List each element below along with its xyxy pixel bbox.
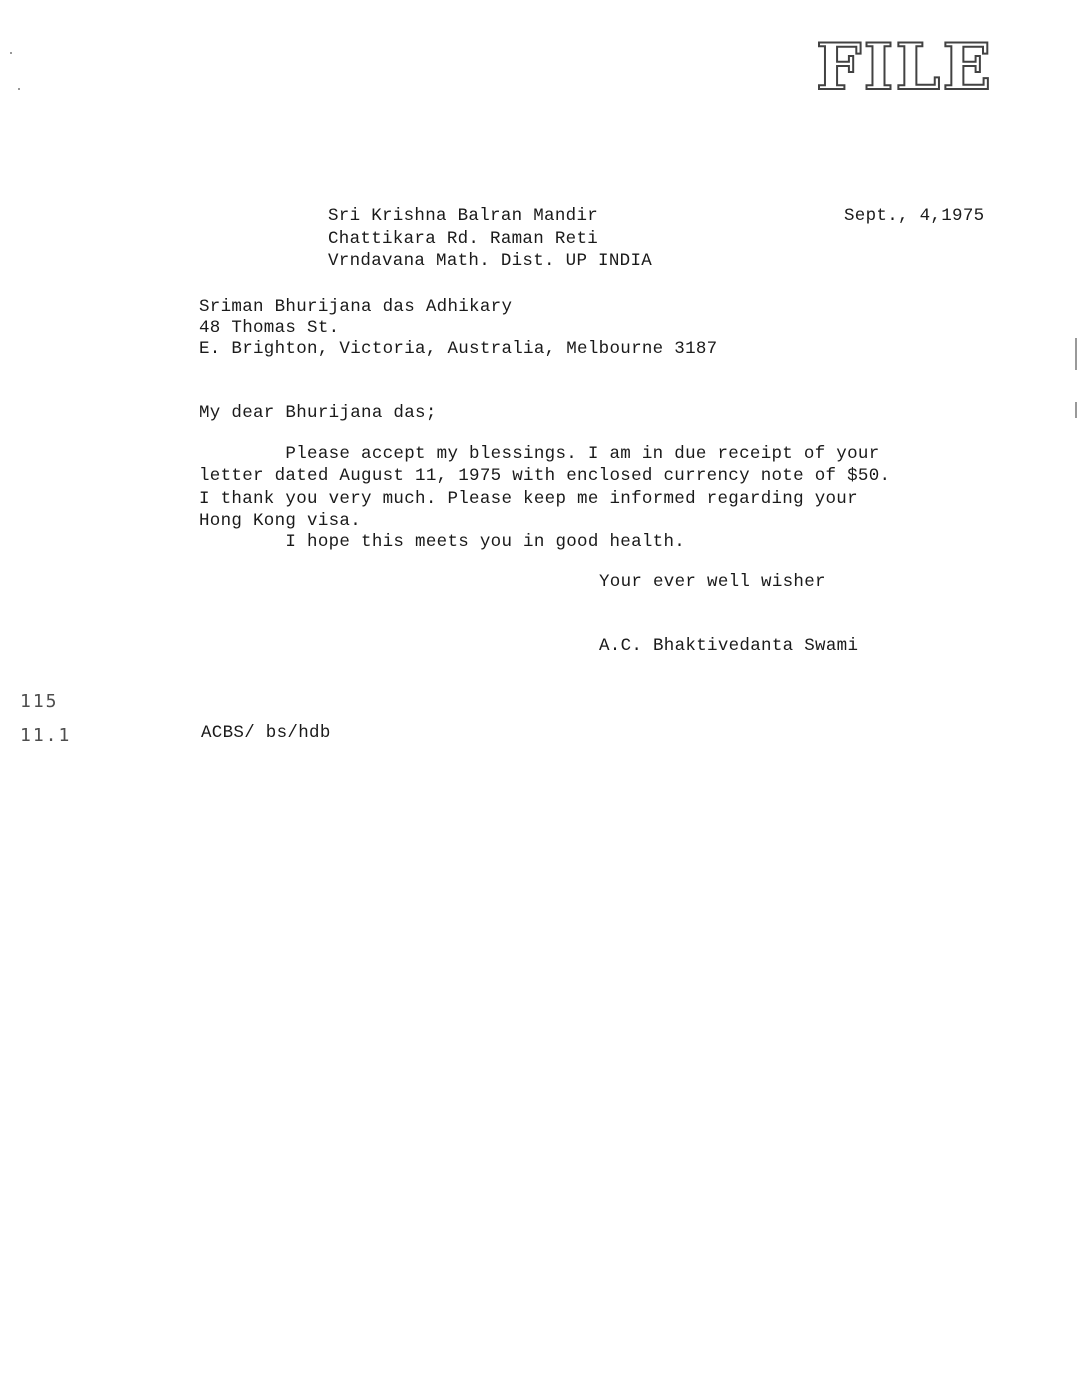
signature: A.C. Bhaktivedanta Swami: [599, 636, 859, 656]
closing: Your ever well wisher: [599, 572, 826, 592]
reference-initials: ACBS/ bs/hdb: [201, 723, 331, 743]
letter-date: Sept., 4,1975: [844, 206, 985, 226]
body-line-3: I thank you very much. Please keep me informed regarding your: [199, 489, 858, 509]
scan-dust-dot: [18, 88, 20, 90]
scan-dust-dot: [10, 52, 12, 54]
margin-note-line-1: 115: [20, 691, 59, 712]
recipient-address-line-1: Sriman Bhurijana das Adhikary: [199, 297, 513, 317]
recipient-address-line-3: E. Brighton, Victoria, Australia, Melbourne 3187: [199, 339, 718, 359]
scan-edge-mark: [1075, 338, 1077, 370]
recipient-address-line-2: 48 Thomas St.: [199, 318, 340, 338]
scan-edge-mark: [1075, 402, 1077, 418]
salutation: My dear Bhurijana das;: [199, 403, 437, 423]
sender-address-line-3: Vrndavana Math. Dist. UP INDIA: [328, 251, 653, 271]
body-line-2: letter dated August 11, 1975 with enclosed currency note of $50.: [199, 466, 891, 486]
sender-address-line-2: Chattikara Rd. Raman Reti: [328, 229, 599, 249]
margin-note-line-2: 11.1: [20, 725, 72, 746]
body-line-4: Hong Kong visa.: [199, 511, 362, 531]
file-stamp: FILE: [816, 30, 994, 105]
sender-address-line-1: Sri Krishna Balran Mandir: [328, 206, 599, 226]
body-line-1: Please accept my blessings. I am in due receipt of your: [199, 444, 880, 464]
body-line-5: I hope this meets you in good health.: [199, 532, 686, 552]
